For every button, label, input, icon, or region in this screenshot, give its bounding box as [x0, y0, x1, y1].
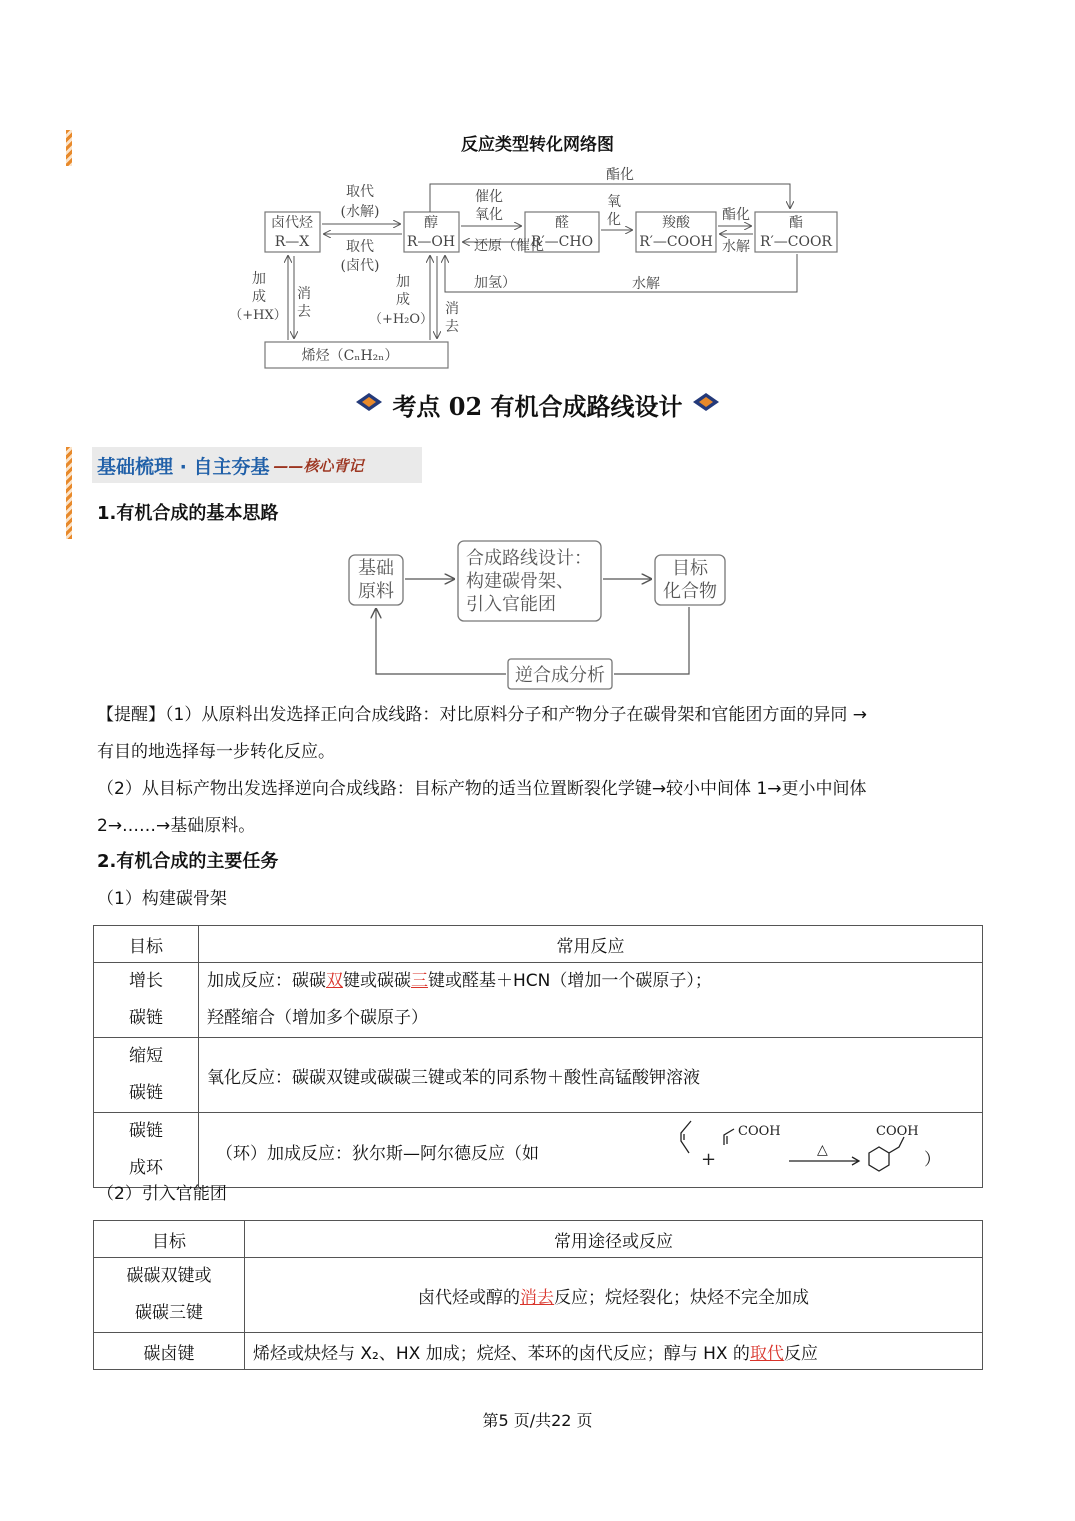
edge-label: 化 [607, 212, 621, 228]
diamond-icon [354, 391, 384, 419]
box-label: 羧酸 [662, 215, 690, 231]
cooh-label: COOH [876, 1124, 919, 1139]
edge-label: 水解 [632, 276, 660, 292]
cell-line: 碳碳双键或 [126, 1266, 212, 1286]
carbon-skeleton-table [93, 925, 983, 1188]
text-run: 反应；烷烃裂化；炔烃不完全加成 [554, 1287, 809, 1308]
text-run: 键或碳碳 [343, 971, 411, 991]
cell-line: 碳链 [129, 1083, 163, 1103]
box-label: 醇 [424, 215, 438, 231]
cell-line: 碳链 [129, 1008, 163, 1028]
table-row [94, 963, 983, 1038]
text-run: 键或醛基＋HCN（增加一个碳原子）； [428, 971, 712, 991]
answer-highlight: 三 [411, 971, 428, 991]
text-run: 卤代烃或醇的 [418, 1287, 520, 1308]
table-row [94, 1221, 983, 1258]
table-cell [94, 1258, 245, 1333]
edge-label: 成 [252, 289, 266, 305]
network-title: 反应类型转化网络图 [461, 135, 614, 155]
edge-label: 加氢） [474, 275, 516, 291]
edge-label: 酯化 [606, 167, 634, 183]
flow-label: 基础 [358, 558, 394, 579]
table-row [94, 926, 983, 963]
flow-label: 构建碳骨架、 [466, 571, 574, 592]
flow-label: 化合物 [663, 581, 717, 602]
margin-stripe [66, 447, 72, 539]
cell-line: 成环 [129, 1158, 163, 1178]
table-header: 目标 [94, 926, 199, 963]
edge-label: 氧化 [475, 207, 503, 223]
cooh-label: COOH [738, 1124, 781, 1139]
cell-line: 缩短 [129, 1046, 163, 1066]
table-row [94, 1258, 983, 1333]
edge-label: 消 [297, 286, 311, 302]
edge-label: 催化 [475, 189, 503, 205]
cell-line: 增长 [129, 971, 163, 991]
table-cell: 碳卤键 [94, 1333, 245, 1370]
edge-label: 氧 [607, 194, 621, 210]
table-cell [94, 1038, 199, 1113]
box-label: 醛 [555, 215, 569, 231]
table-cell [199, 963, 983, 1038]
reminder-line: 2→……→基础原料。 [97, 816, 256, 836]
edge-label: 成 [396, 292, 410, 308]
edge-label: 取代 [346, 184, 374, 200]
section-title-row [0, 387, 1075, 422]
section-title: 考点 02 有机合成路线设计 [392, 392, 683, 421]
diels-alder-equation [669, 1115, 939, 1185]
flow-label: 合成路线设计： [466, 548, 592, 569]
edge-label: 消 [445, 301, 459, 317]
edge-label: 去 [297, 304, 311, 320]
table-cell [94, 963, 199, 1038]
reminder-line: 【提醒】（1）从原料出发选择正向合成线路：对比原料分子和产物分子在碳骨架和官能团方面的异同 → [97, 705, 867, 725]
close-paren: ） [924, 1150, 941, 1170]
table-cell [245, 1258, 983, 1333]
diamond-icon [691, 391, 721, 419]
table-cell [245, 1333, 983, 1370]
text-run: 反应 [783, 1343, 818, 1364]
edge-label: 还原（催化 [474, 238, 544, 254]
edge-label: (水解) [340, 204, 380, 220]
box-alkene-label: 烯烃（CₙH₂ₙ） [301, 348, 399, 364]
reminder-line: 有目的地选择每一步转化反应。 [97, 742, 335, 762]
box-label: 酯 [789, 215, 803, 231]
heading-basic-idea: 1.有机合成的基本思路 [97, 503, 279, 524]
edge-label: 去 [445, 319, 459, 335]
plus-sign: + [701, 1149, 717, 1170]
flow-label: 引入官能团 [466, 594, 556, 615]
cell-line [207, 963, 974, 1000]
box-formula: R—X [274, 234, 310, 250]
box-label: 卤代烃 [271, 215, 313, 231]
heading-main-tasks: 2.有机合成的主要任务 [97, 851, 279, 872]
box-formula: R′—CHO [530, 234, 594, 250]
synthesis-flow-diagram [340, 535, 740, 695]
page-footer: 第5 页/共22 页 [482, 1411, 593, 1430]
box-formula: R′—COOH [639, 234, 713, 250]
table-header: 常用途径或反应 [245, 1221, 983, 1258]
table-row [94, 1333, 983, 1370]
edge-label: 加 [252, 271, 266, 287]
subheading-functional-groups: （2）引入官能团 [97, 1184, 227, 1204]
text-run: 烯烃或炔烃与 X₂、HX 加成；烷烃、苯环的卤代反应；醇与 HX 的 [253, 1343, 750, 1364]
edge-label: (卤代) [340, 258, 380, 274]
edge-label: 加 [396, 274, 410, 290]
flow-label: 目标 [672, 558, 708, 579]
edge-label: （+HX） [229, 308, 287, 323]
cell-line: 碳链 [129, 1121, 163, 1141]
subhead-main: 基础梳理 · 自主夯基 [97, 455, 270, 478]
answer-highlight: 取代 [749, 1343, 784, 1364]
flow-label: 逆合成分析 [515, 665, 605, 686]
diels-alder-text: （环）加成反应：狄尔斯—阿尔德反应（如 [216, 1144, 539, 1164]
edge-label: 酯化 [722, 207, 750, 223]
edge-label: 水解 [722, 239, 750, 255]
table-header: 常用反应 [199, 926, 983, 963]
box-formula: R′—COOR [760, 234, 832, 250]
reaction-network-diagram [229, 160, 850, 375]
table-row [94, 1113, 983, 1188]
flow-label: 原料 [358, 581, 394, 602]
functional-group-table [93, 1220, 983, 1370]
subhead-banner [92, 447, 422, 483]
table-cell: 氧化反应：碳碳双键或碳碳三键或苯的同系物＋酸性高锰酸钾溶液 [199, 1038, 983, 1113]
text-run: 加成反应：碳碳 [207, 971, 326, 991]
subheading-carbon-skeleton: （1）构建碳骨架 [97, 889, 227, 909]
table-cell [199, 1113, 983, 1188]
subhead-tail: ——核心背记 [273, 456, 364, 475]
box-formula: R—OH [406, 234, 456, 250]
reminder-line: （2）从目标产物出发选择逆向合成线路：目标产物的适当位置断裂化学键→较小中间体 1→更小中间体 [97, 779, 867, 799]
table-header: 目标 [94, 1221, 245, 1258]
cell-line: 碳碳三键 [135, 1303, 203, 1323]
edge-label: 取代 [346, 239, 374, 255]
answer-highlight: 双 [326, 971, 343, 991]
table-row [94, 1038, 983, 1113]
cell-line: 羟醛缩合（增加多个碳原子） [207, 1008, 428, 1028]
edge-label: （+H₂O） [368, 312, 434, 327]
delta-symbol: △ [817, 1142, 828, 1158]
answer-highlight: 消去 [520, 1287, 554, 1308]
